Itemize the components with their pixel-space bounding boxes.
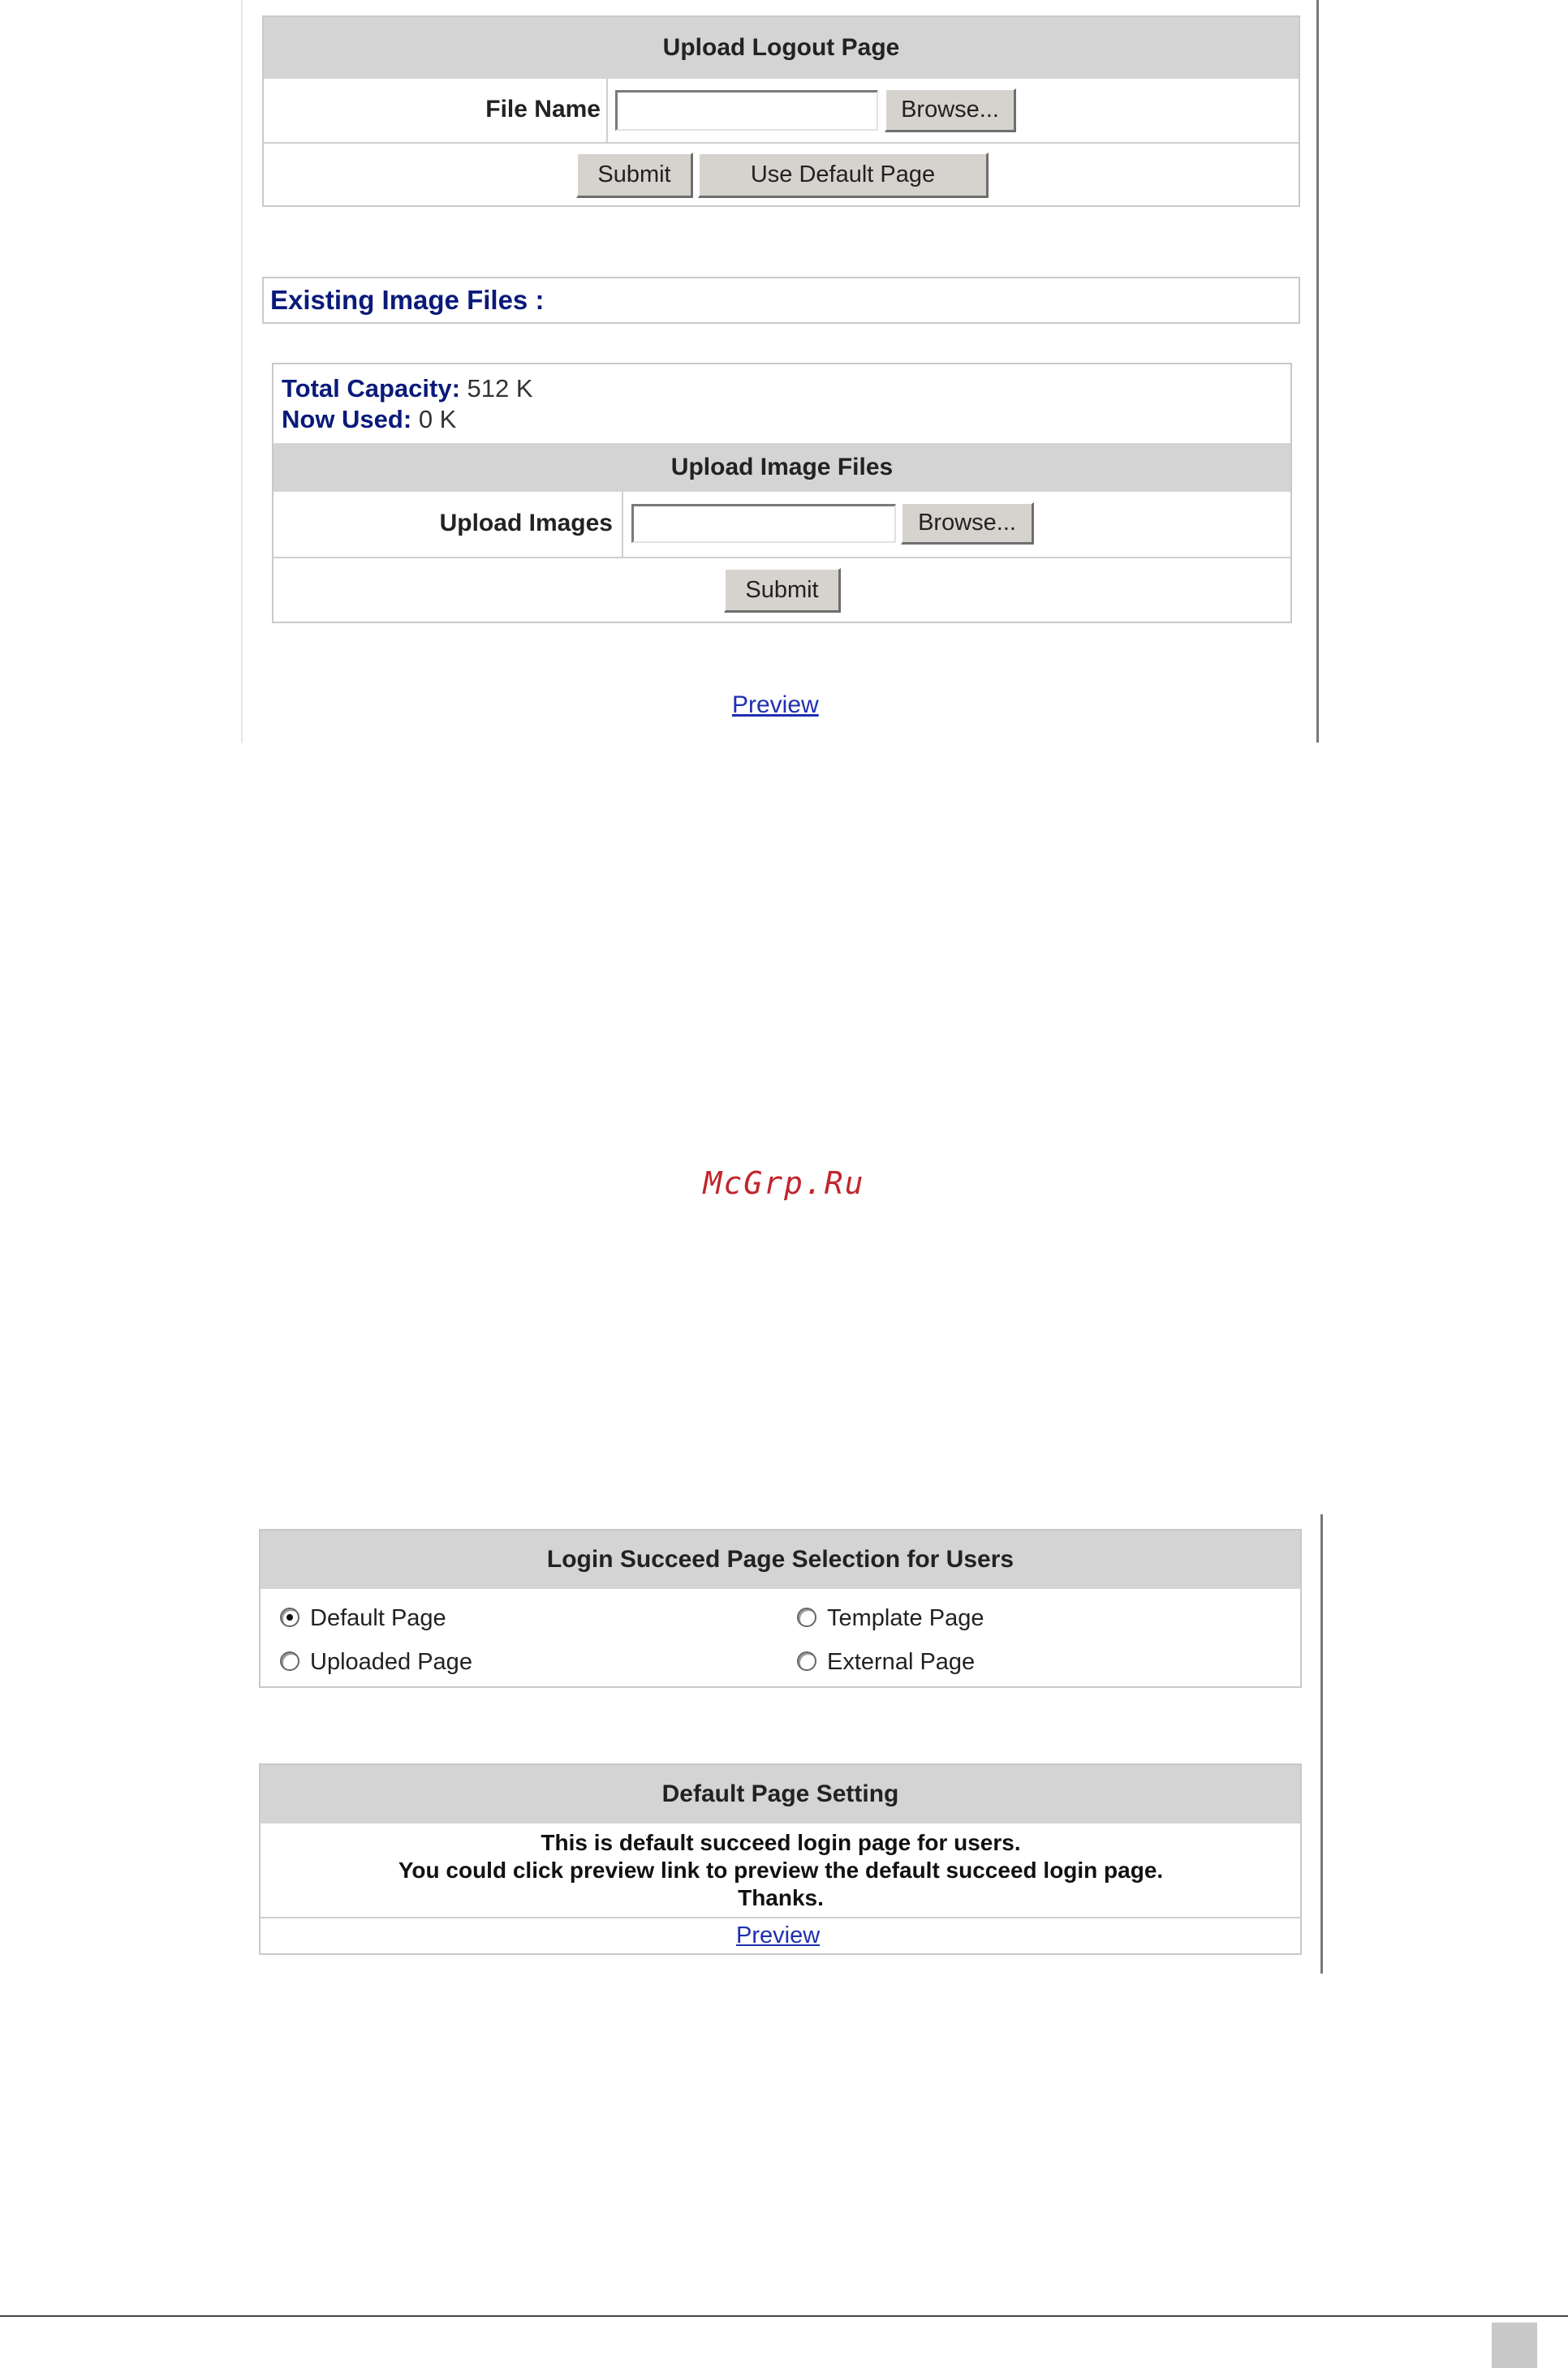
radio-uploaded-page[interactable] (280, 1651, 299, 1671)
radio-default-page[interactable] (280, 1608, 299, 1627)
default-setting-preview-link[interactable]: Preview (736, 1922, 821, 1948)
default-setting-line-2: You could click preview link to preview the default succeed login page. (398, 1858, 1164, 1883)
radio-label-uploaded-page: Uploaded Page (310, 1649, 472, 1675)
default-setting-header (261, 1765, 1300, 1823)
radio-label-default-page: Default Page (310, 1605, 446, 1631)
images-submit-button[interactable]: Submit (724, 568, 841, 613)
file-name-label: File Name (485, 96, 601, 123)
panel-right-border (1316, 0, 1319, 743)
watermark: McGrp.Ru (703, 1165, 865, 1201)
page-number-marker (1492, 2323, 1537, 2368)
panel-left-border (241, 0, 243, 743)
default-setting-line-1: This is default succeed login page for users. (541, 1830, 1021, 1855)
radio-label-external-page: External Page (827, 1649, 976, 1675)
upload-logout-title: Upload Logout Page (662, 34, 900, 61)
radio-template-page[interactable] (797, 1608, 816, 1627)
use-default-page-button[interactable]: Use Default Page (698, 153, 989, 198)
panel-right-border (1320, 1514, 1323, 1974)
images-browse-button[interactable]: Browse... (901, 502, 1034, 545)
row-divider (264, 142, 1299, 144)
logout-submit-button[interactable]: Submit (576, 153, 693, 198)
login-selection-header (261, 1531, 1300, 1589)
default-setting-line-3: Thanks. (738, 1885, 824, 1910)
preview-link[interactable]: Preview (732, 691, 819, 718)
now-used-value: 0 K (418, 405, 457, 433)
upload-images-label: Upload Images (439, 510, 613, 536)
total-capacity-value: 512 K (467, 374, 533, 403)
upload-images-title: Upload Image Files (670, 454, 894, 480)
existing-images-heading: Existing Image Files : (270, 285, 545, 315)
file-name-input[interactable] (615, 90, 878, 131)
default-setting-title: Default Page Setting (661, 1780, 899, 1807)
footer-divider (0, 2315, 1568, 2317)
now-used-label: Now Used: (282, 405, 412, 433)
column-divider (606, 79, 608, 142)
now-used-line (282, 405, 456, 434)
upload-images-header (274, 443, 1290, 492)
row-divider (274, 557, 1290, 558)
upload-images-input[interactable] (631, 504, 896, 543)
upload-logout-header (264, 17, 1299, 79)
row-divider (261, 1917, 1300, 1918)
total-capacity-label: Total Capacity: (282, 374, 460, 403)
column-divider (622, 492, 623, 557)
login-selection-title: Login Succeed Page Selection for Users (546, 1546, 1014, 1573)
radio-external-page[interactable] (797, 1651, 816, 1671)
total-capacity-line (282, 374, 533, 403)
logout-browse-button[interactable]: Browse... (885, 88, 1016, 132)
radio-label-template-page: Template Page (827, 1605, 984, 1631)
